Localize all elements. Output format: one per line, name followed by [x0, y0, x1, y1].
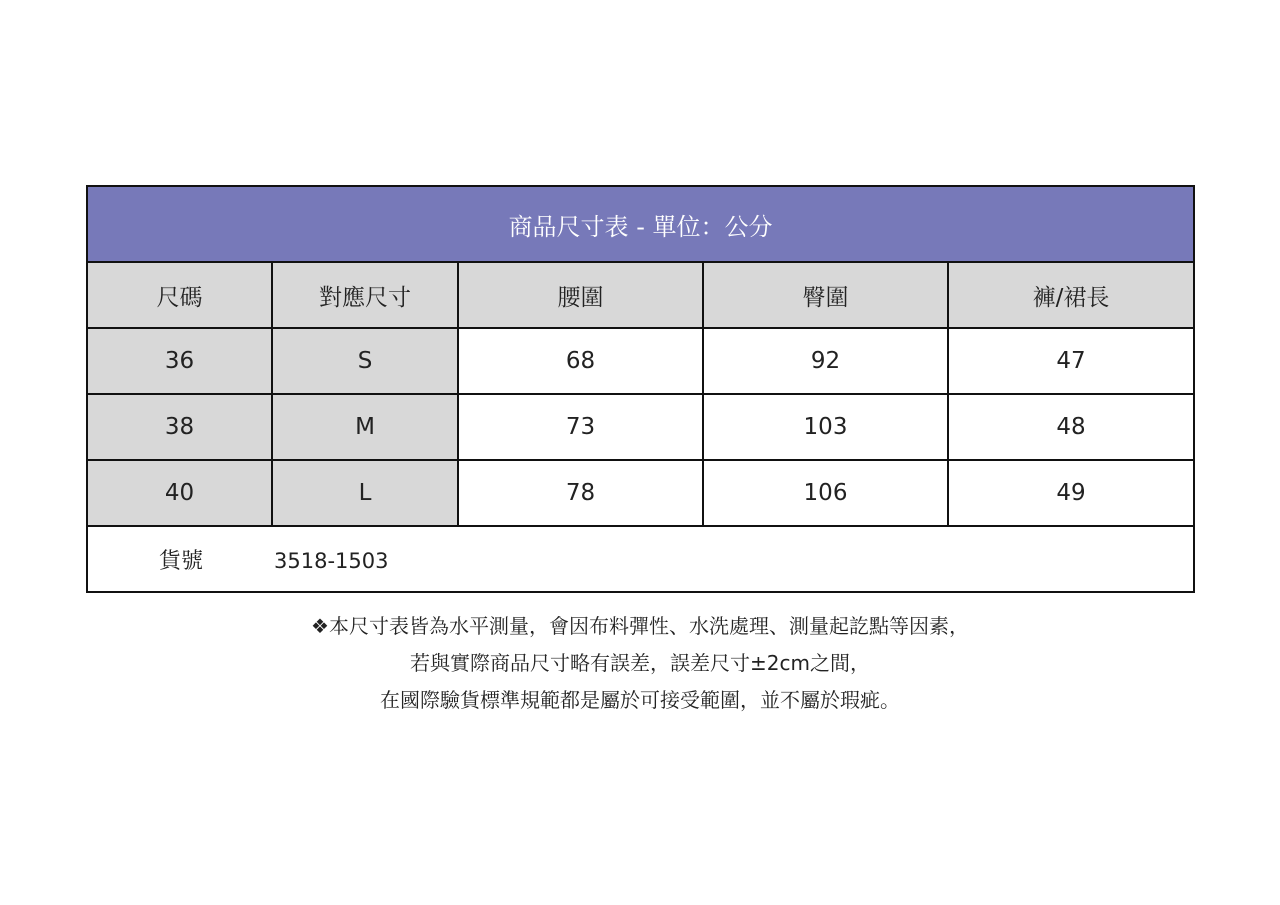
cell-size: 38: [87, 394, 272, 460]
note-line: 若與實際商品尺寸略有誤差，誤差尺寸±2cm之間，: [410, 651, 870, 675]
table-row: [87, 394, 1194, 460]
table-row: [87, 460, 1194, 526]
cell-waist: 78: [458, 460, 703, 526]
column-header-equivalent-size: 對應尺寸: [272, 262, 458, 328]
cell-size: 40: [87, 460, 272, 526]
cell-length: 48: [948, 394, 1194, 460]
sku-row: [87, 526, 1194, 592]
sku-cell: [87, 526, 1194, 592]
header-row: [87, 262, 1194, 328]
cell-hip: 106: [703, 460, 948, 526]
cell-equivalent-size: S: [272, 328, 458, 394]
cell-waist: 73: [458, 394, 703, 460]
cell-length: 49: [948, 460, 1194, 526]
column-header-length: 褲/裙長: [948, 262, 1194, 328]
cell-equivalent-size: L: [272, 460, 458, 526]
measurement-notes: [0, 608, 1280, 719]
title-row: [87, 186, 1194, 262]
column-header-hip: 臀圍: [703, 262, 948, 328]
cell-length: 47: [948, 328, 1194, 394]
table-row: [87, 328, 1194, 394]
cell-equivalent-size: M: [272, 394, 458, 460]
column-header-waist: 腰圍: [458, 262, 703, 328]
cell-size: 36: [87, 328, 272, 394]
cell-waist: 68: [458, 328, 703, 394]
note-line: 在國際驗貨標準規範都是屬於可接受範圍，並不屬於瑕疵。: [380, 688, 900, 712]
size-chart-table: [86, 185, 1195, 593]
table-title: 商品尺寸表 - 單位：公分: [87, 186, 1194, 262]
note-line: ❖本尺寸表皆為水平測量，會因布料彈性、水洗處理、測量起訖點等因素，: [311, 614, 969, 638]
cell-hip: 92: [703, 328, 948, 394]
sku-value: 3518-1503: [274, 548, 389, 573]
cell-hip: 103: [703, 394, 948, 460]
sku-label: 貨號: [158, 548, 203, 574]
column-header-size: 尺碼: [87, 262, 272, 328]
